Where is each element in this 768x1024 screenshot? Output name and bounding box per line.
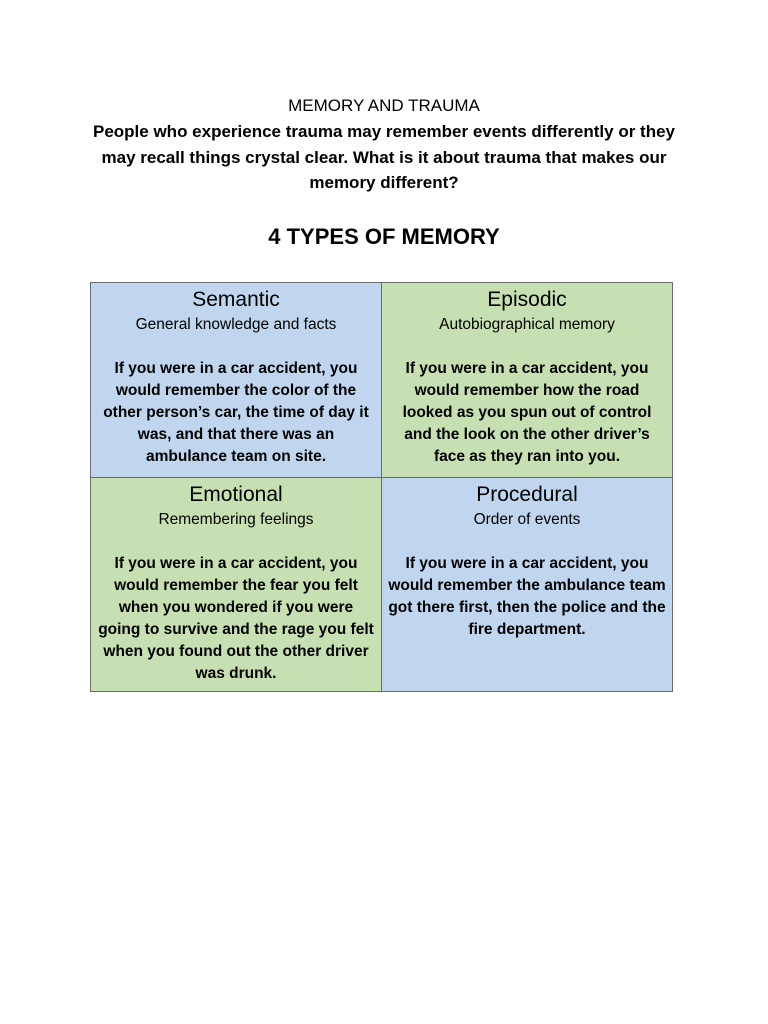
memory-type-name: Episodic [487,288,567,311]
memory-type-example: If you were in a car accident, you would remember how the road looked as you spun out of control and the look on the other driver’s face as they ran into you. [402,360,652,465]
intro-paragraph: People who experience trauma may remember events differently or they may recall things crystal clear. What is it about trauma that makes our memory different? [93,122,675,192]
memory-types-table [90,282,673,692]
memory-type-subtitle: Autobiographical memory [439,316,615,333]
memory-cell-procedural [382,478,673,692]
memory-cell-semantic [91,283,382,478]
memory-type-name: Semantic [192,288,280,311]
document-title: MEMORY AND TRAUMA [288,96,480,115]
memory-type-example: If you were in a car accident, you would remember the color of the other person’s car, the time of day it was, and that there was an ambulance team on site. [103,360,369,465]
memory-type-name: Procedural [476,483,578,506]
memory-type-name: Emotional [189,483,283,506]
memory-type-subtitle: Order of events [473,511,581,528]
memory-type-subtitle: Remembering feelings [158,511,314,528]
memory-type-example: If you were in a car accident, you would remember the fear you felt when you wondered if you were going to survive and the rage you felt when you found out the other driver was drunk. [98,555,374,682]
memory-cell-episodic [382,283,673,478]
table-row [91,478,673,692]
table-row [91,283,673,478]
memory-type-subtitle: General knowledge and facts [135,316,337,333]
memory-cell-emotional [91,478,382,692]
memory-type-example: If you were in a car accident, you would remember the ambulance team got there first, then the police and the fire department. [388,555,666,638]
section-heading: 4 TYPES OF MEMORY [268,224,500,249]
